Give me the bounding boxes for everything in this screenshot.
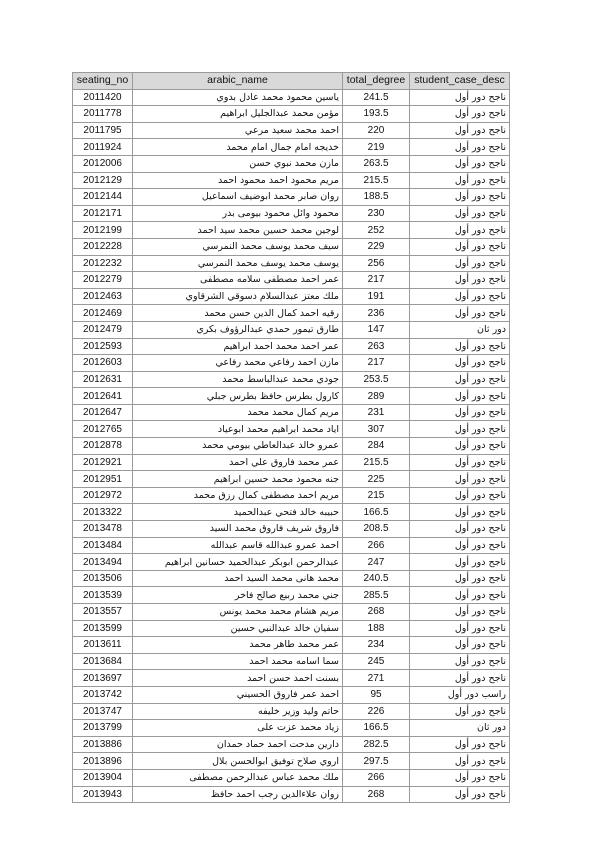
table-row — [73, 637, 510, 654]
seating-no-cell: 2013747 — [73, 703, 133, 720]
table-row — [73, 388, 510, 405]
table-row — [73, 272, 510, 289]
student-case-cell: دور ثان — [410, 321, 510, 338]
total-degree-cell: 193.5 — [343, 106, 410, 123]
seating-no-cell: 2013886 — [73, 736, 133, 753]
total-degree-cell: 217 — [343, 355, 410, 372]
total-degree-cell: 247 — [343, 554, 410, 571]
arabic-name-cell: مؤمن محمد عبدالجليل ابراهيم — [133, 106, 343, 123]
student-case-cell: ناجح دور أول — [410, 504, 510, 521]
student-case-cell: ناجح دور أول — [410, 255, 510, 272]
student-case-cell: ناجح دور أول — [410, 487, 510, 504]
table-row — [73, 537, 510, 554]
arabic-name-cell: حاتم وليد وزير خليفه — [133, 703, 343, 720]
arabic-name-cell: خديجه امام جمال امام محمد — [133, 139, 343, 156]
total-degree-cell: 215 — [343, 487, 410, 504]
seating-no-cell: 2013506 — [73, 570, 133, 587]
total-degree-cell: 271 — [343, 670, 410, 687]
table-row — [73, 172, 510, 189]
arabic-name-cell: مريم احمد مصطفى كمال رزق محمد — [133, 487, 343, 504]
arabic-name-cell: عمرو خالد عبدالعاطي بيومي محمد — [133, 438, 343, 455]
total-degree-cell: 166.5 — [343, 720, 410, 737]
total-degree-cell: 231 — [343, 404, 410, 421]
header-total-degree: total_degree — [343, 73, 410, 90]
table-row — [73, 670, 510, 687]
total-degree-cell: 268 — [343, 604, 410, 621]
arabic-name-cell: احمد عمرو عبدالله قاسم عبدالله — [133, 537, 343, 554]
student-case-cell: ناجح دور أول — [410, 404, 510, 421]
arabic-name-cell: بسنت احمد حسن احمد — [133, 670, 343, 687]
student-case-cell: ناجح دور أول — [410, 670, 510, 687]
seating-no-cell: 2011420 — [73, 89, 133, 106]
arabic-name-cell: احمد عمر فاروق الحسيني — [133, 686, 343, 703]
total-degree-cell: 217 — [343, 272, 410, 289]
total-degree-cell: 95 — [343, 686, 410, 703]
header-row — [73, 73, 510, 90]
arabic-name-cell: عمر احمد مصطفى سلامه مصطفى — [133, 272, 343, 289]
student-case-cell: ناجح دور أول — [410, 554, 510, 571]
total-degree-cell: 219 — [343, 139, 410, 156]
student-case-cell: دور ثان — [410, 720, 510, 737]
seating-no-cell: 2012006 — [73, 155, 133, 172]
table-row — [73, 471, 510, 488]
table-row — [73, 139, 510, 156]
arabic-name-cell: طارق تيمور حمدي عبدالرؤوف بكري — [133, 321, 343, 338]
seating-no-cell: 2013322 — [73, 504, 133, 521]
student-case-cell: ناجح دور أول — [410, 388, 510, 405]
seating-no-cell: 2012951 — [73, 471, 133, 488]
table-row — [73, 604, 510, 621]
arabic-name-cell: اروي صلاح توفيق ابوالحسن بلال — [133, 753, 343, 770]
total-degree-cell: 208.5 — [343, 521, 410, 538]
table-header — [73, 73, 510, 90]
arabic-name-cell: عمر محمد طاهر محمد — [133, 637, 343, 654]
student-case-cell: ناجح دور أول — [410, 272, 510, 289]
table-row — [73, 438, 510, 455]
seating-no-cell: 2013539 — [73, 587, 133, 604]
seating-no-cell: 2013697 — [73, 670, 133, 687]
student-case-cell: ناجح دور أول — [410, 438, 510, 455]
arabic-name-cell: دارين مدحت احمد حماد حمدان — [133, 736, 343, 753]
table-row — [73, 620, 510, 637]
student-case-cell: راسب دور أول — [410, 686, 510, 703]
total-degree-cell: 297.5 — [343, 753, 410, 770]
student-case-cell: ناجح دور أول — [410, 189, 510, 206]
student-case-cell: ناجح دور أول — [410, 703, 510, 720]
total-degree-cell: 147 — [343, 321, 410, 338]
student-case-cell: ناجح دور أول — [410, 338, 510, 355]
seating-no-cell: 2013943 — [73, 786, 133, 803]
seating-no-cell: 2013904 — [73, 769, 133, 786]
total-degree-cell: 191 — [343, 288, 410, 305]
total-degree-cell: 215.5 — [343, 172, 410, 189]
results-table — [72, 72, 510, 803]
student-case-cell: ناجح دور أول — [410, 637, 510, 654]
table-row — [73, 720, 510, 737]
student-case-cell: ناجح دور أول — [410, 106, 510, 123]
total-degree-cell: 266 — [343, 769, 410, 786]
student-case-cell: ناجح دور أول — [410, 471, 510, 488]
student-case-cell: ناجح دور أول — [410, 521, 510, 538]
seating-no-cell: 2012593 — [73, 338, 133, 355]
total-degree-cell: 188.5 — [343, 189, 410, 206]
arabic-name-cell: محمود وائل محمود بيومى بدر — [133, 205, 343, 222]
total-degree-cell: 263 — [343, 338, 410, 355]
arabic-name-cell: سفيان خالد عبدالنبي حسين — [133, 620, 343, 637]
arabic-name-cell: جودي محمد عبدالباسط محمد — [133, 371, 343, 388]
total-degree-cell: 263.5 — [343, 155, 410, 172]
table-row — [73, 305, 510, 322]
seating-no-cell: 2013896 — [73, 753, 133, 770]
table-row — [73, 255, 510, 272]
table-row — [73, 753, 510, 770]
student-case-cell: ناجح دور أول — [410, 537, 510, 554]
arabic-name-cell: روان صابر محمد ابوضيف اسماعيل — [133, 189, 343, 206]
total-degree-cell: 307 — [343, 421, 410, 438]
student-case-cell: ناجح دور أول — [410, 238, 510, 255]
header-student-case-desc: student_case_desc — [410, 73, 510, 90]
total-degree-cell: 241.5 — [343, 89, 410, 106]
table-row — [73, 155, 510, 172]
student-case-cell: ناجح دور أول — [410, 355, 510, 372]
table-row — [73, 769, 510, 786]
total-degree-cell: 234 — [343, 637, 410, 654]
seating-no-cell: 2013599 — [73, 620, 133, 637]
seating-no-cell: 2012921 — [73, 454, 133, 471]
table-row — [73, 89, 510, 106]
total-degree-cell: 282.5 — [343, 736, 410, 753]
arabic-name-cell: ملك معتز عبدالسلام دسوقي الشرقاوي — [133, 288, 343, 305]
arabic-name-cell: لوجين محمد حسين محمد سيد احمد — [133, 222, 343, 239]
table-row — [73, 504, 510, 521]
total-degree-cell: 236 — [343, 305, 410, 322]
student-case-cell: ناجح دور أول — [410, 155, 510, 172]
seating-no-cell: 2013742 — [73, 686, 133, 703]
seating-no-cell: 2012469 — [73, 305, 133, 322]
total-degree-cell: 245 — [343, 653, 410, 670]
table-row — [73, 653, 510, 670]
arabic-name-cell: عبدالرحمن ابوبكر عبدالحميد حسانين ابراهيم — [133, 554, 343, 571]
arabic-name-cell: مازن احمد رفاعي محمد رفاعي — [133, 355, 343, 372]
student-case-cell: ناجح دور أول — [410, 769, 510, 786]
seating-no-cell: 2013557 — [73, 604, 133, 621]
student-case-cell: ناجح دور أول — [410, 122, 510, 139]
header-arabic-name: arabic_name — [133, 73, 343, 90]
arabic-name-cell: اياد محمد ابراهيم محمد ابوعياد — [133, 421, 343, 438]
total-degree-cell: 266 — [343, 537, 410, 554]
table-row — [73, 338, 510, 355]
arabic-name-cell: عمر محمد فاروق علي احمد — [133, 454, 343, 471]
seating-no-cell: 2012972 — [73, 487, 133, 504]
total-degree-cell: 226 — [343, 703, 410, 720]
table-row — [73, 703, 510, 720]
total-degree-cell: 215.5 — [343, 454, 410, 471]
seating-no-cell: 2012463 — [73, 288, 133, 305]
student-case-cell: ناجح دور أول — [410, 454, 510, 471]
seating-no-cell: 2012144 — [73, 189, 133, 206]
seating-no-cell: 2012129 — [73, 172, 133, 189]
arabic-name-cell: يوسف محمد يوسف محمد النمرسي — [133, 255, 343, 272]
table-row — [73, 454, 510, 471]
table-row — [73, 238, 510, 255]
table-row — [73, 686, 510, 703]
seating-no-cell: 2012228 — [73, 238, 133, 255]
table-row — [73, 106, 510, 123]
seating-no-cell: 2011795 — [73, 122, 133, 139]
student-case-cell: ناجح دور أول — [410, 570, 510, 587]
table-row — [73, 421, 510, 438]
table-row — [73, 321, 510, 338]
table-row — [73, 222, 510, 239]
table-row — [73, 205, 510, 222]
arabic-name-cell: مريم هشام محمد محمد يونس — [133, 604, 343, 621]
header-seating-no: seating_no — [73, 73, 133, 90]
student-case-cell: ناجح دور أول — [410, 172, 510, 189]
arabic-name-cell: زياد محمد عزت على — [133, 720, 343, 737]
table-row — [73, 355, 510, 372]
seating-no-cell: 2012631 — [73, 371, 133, 388]
total-degree-cell: 220 — [343, 122, 410, 139]
seating-no-cell: 2013478 — [73, 521, 133, 538]
seating-no-cell: 2013684 — [73, 653, 133, 670]
total-degree-cell: 188 — [343, 620, 410, 637]
total-degree-cell: 230 — [343, 205, 410, 222]
seating-no-cell: 2012232 — [73, 255, 133, 272]
arabic-name-cell: محمد هانى محمد السيد احمد — [133, 570, 343, 587]
seating-no-cell: 2013611 — [73, 637, 133, 654]
arabic-name-cell: روان علاءالدين رجب احمد حافظ — [133, 786, 343, 803]
table-row — [73, 736, 510, 753]
seating-no-cell: 2012171 — [73, 205, 133, 222]
total-degree-cell: 289 — [343, 388, 410, 405]
student-case-cell: ناجح دور أول — [410, 139, 510, 156]
student-case-cell: ناجح دور أول — [410, 89, 510, 106]
seating-no-cell: 2012603 — [73, 355, 133, 372]
student-case-cell: ناجح دور أول — [410, 786, 510, 803]
arabic-name-cell: مريم محمود احمد محمود احمد — [133, 172, 343, 189]
arabic-name-cell: سما اسامه محمد احمد — [133, 653, 343, 670]
student-case-cell: ناجح دور أول — [410, 371, 510, 388]
arabic-name-cell: كارول بطرس حافظ بطرس جبلي — [133, 388, 343, 405]
table-row — [73, 521, 510, 538]
total-degree-cell: 225 — [343, 471, 410, 488]
seating-no-cell: 2012647 — [73, 404, 133, 421]
student-case-cell: ناجح دور أول — [410, 620, 510, 637]
table-row — [73, 371, 510, 388]
arabic-name-cell: ياسين محمود محمد عادل بدوي — [133, 89, 343, 106]
seating-no-cell: 2011924 — [73, 139, 133, 156]
student-case-cell: ناجح دور أول — [410, 653, 510, 670]
arabic-name-cell: سيف محمد يوسف محمد النمرسي — [133, 238, 343, 255]
student-case-cell: ناجح دور أول — [410, 288, 510, 305]
seating-no-cell: 2013494 — [73, 554, 133, 571]
total-degree-cell: 253.5 — [343, 371, 410, 388]
student-case-cell: ناجح دور أول — [410, 205, 510, 222]
seating-no-cell: 2012765 — [73, 421, 133, 438]
student-case-cell: ناجح دور أول — [410, 305, 510, 322]
student-case-cell: ناجح دور أول — [410, 587, 510, 604]
seating-no-cell: 2011778 — [73, 106, 133, 123]
seating-no-cell: 2012878 — [73, 438, 133, 455]
arabic-name-cell: مازن محمد نبوي حسن — [133, 155, 343, 172]
arabic-name-cell: ملك محمد عباس عبدالرحمن مصطفى — [133, 769, 343, 786]
seating-no-cell: 2012479 — [73, 321, 133, 338]
total-degree-cell: 166.5 — [343, 504, 410, 521]
table-row — [73, 288, 510, 305]
student-case-cell: ناجح دور أول — [410, 753, 510, 770]
arabic-name-cell: رقيه احمد كمال الدين حسن محمد — [133, 305, 343, 322]
seating-no-cell: 2012199 — [73, 222, 133, 239]
seating-no-cell: 2012279 — [73, 272, 133, 289]
table-row — [73, 122, 510, 139]
table-row — [73, 570, 510, 587]
table-row — [73, 786, 510, 803]
arabic-name-cell: عمر احمد محمد احمد ابراهيم — [133, 338, 343, 355]
seating-no-cell: 2013799 — [73, 720, 133, 737]
total-degree-cell: 240.5 — [343, 570, 410, 587]
total-degree-cell: 252 — [343, 222, 410, 239]
arabic-name-cell: حبيبه خالد فتحي عبدالحميد — [133, 504, 343, 521]
arabic-name-cell: فاروق شريف فاروق محمد السيد — [133, 521, 343, 538]
arabic-name-cell: جني محمد ربيع صالح فاخر — [133, 587, 343, 604]
student-case-cell: ناجح دور أول — [410, 222, 510, 239]
table-row — [73, 587, 510, 604]
table-row — [73, 487, 510, 504]
student-case-cell: ناجح دور أول — [410, 736, 510, 753]
total-degree-cell: 285.5 — [343, 587, 410, 604]
arabic-name-cell: احمد محمد سعيد مرعي — [133, 122, 343, 139]
table-row — [73, 554, 510, 571]
table-body — [73, 89, 510, 803]
student-case-cell: ناجح دور أول — [410, 421, 510, 438]
student-case-cell: ناجح دور أول — [410, 604, 510, 621]
table-row — [73, 404, 510, 421]
seating-no-cell: 2013484 — [73, 537, 133, 554]
total-degree-cell: 284 — [343, 438, 410, 455]
total-degree-cell: 256 — [343, 255, 410, 272]
total-degree-cell: 268 — [343, 786, 410, 803]
total-degree-cell: 229 — [343, 238, 410, 255]
arabic-name-cell: جنه محمود محمد حسين ابراهيم — [133, 471, 343, 488]
arabic-name-cell: مريم كمال محمد محمد — [133, 404, 343, 421]
seating-no-cell: 2012641 — [73, 388, 133, 405]
table-row — [73, 189, 510, 206]
